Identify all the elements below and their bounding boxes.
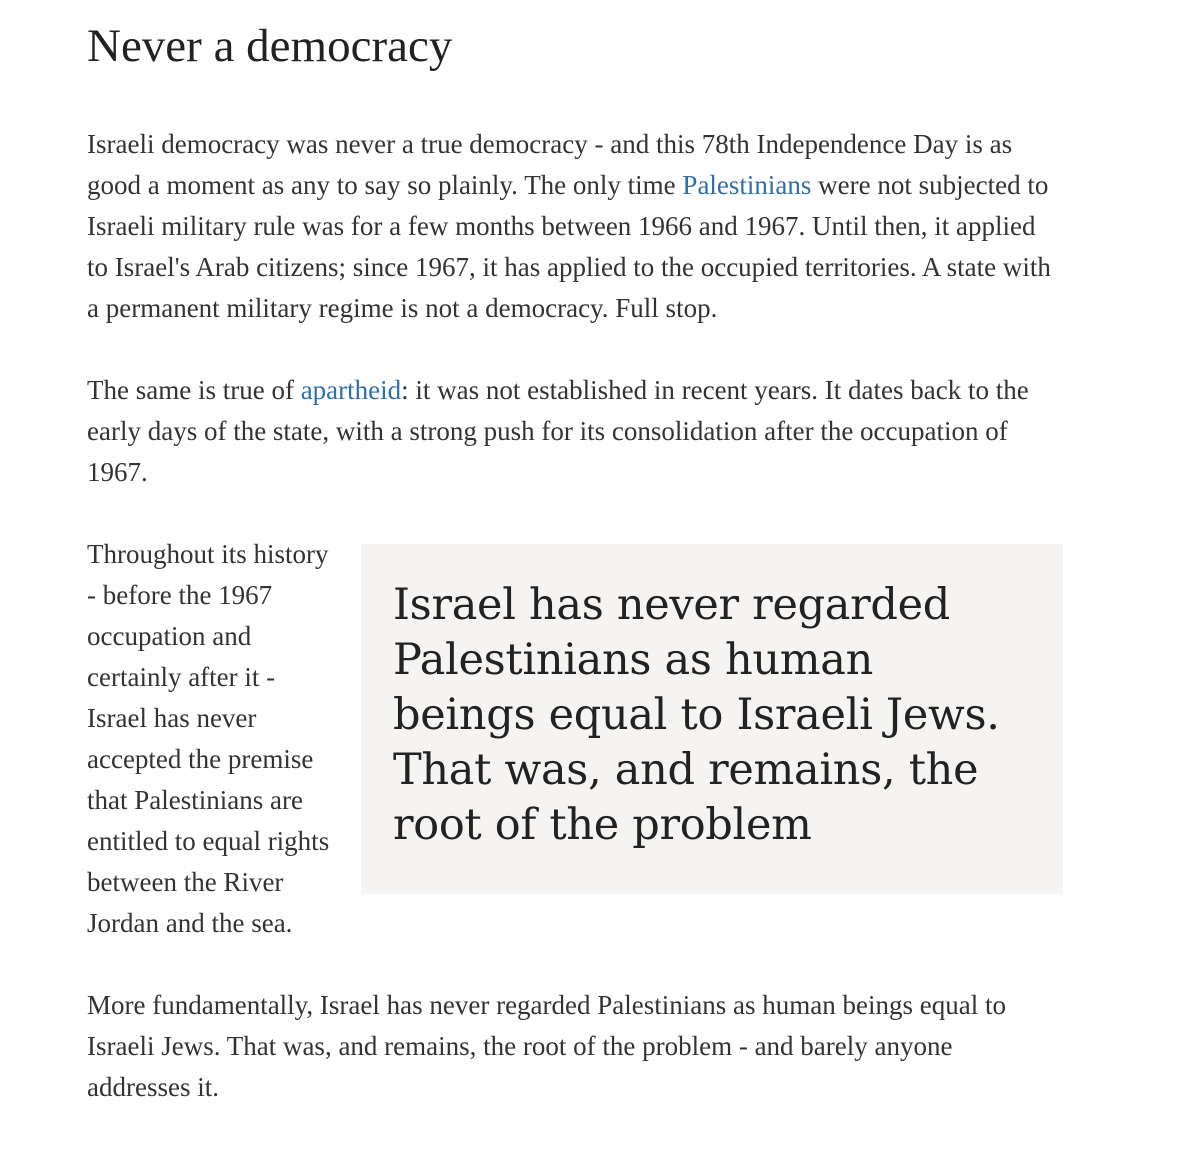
paragraph-military-rule <box>87 124 1057 329</box>
article-body <box>87 18 1057 1108</box>
palestinians-link[interactable]: Palestinians <box>682 170 812 200</box>
pull-quote <box>361 544 1063 894</box>
paragraph-text: Israeli democracy was never a true democracy - and this 78th Independence Day is as good a moment as any to say so plainly. The only time <box>87 129 1013 200</box>
paragraph-equal-rights: Throughout its history - before the 1967 occupation and certainly after it - Israel has never accepted the premise that Palestinians are entitled to equal rights between the River Jordan and the sea. <box>87 539 330 938</box>
pull-quote-section <box>87 534 1057 944</box>
paragraph-text: were not subjected to Israeli military rule was for a few months between 1966 and 1967. Until then, it applied to Israel's Arab citizens; since 1967, it has applied to the occupied territories. A state with a permanent military regime is not a democracy. Full stop. <box>87 170 1051 323</box>
apartheid-link[interactable]: apartheid <box>300 375 402 405</box>
paragraph-root-of-problem: More fundamentally, Israel has never regarded Palestinians as human beings equal to Israeli Jews. That was, and remains, the root of the problem - and barely anyone addresses it. <box>87 990 1006 1102</box>
section-heading: Never a democracy <box>87 20 453 72</box>
paragraph-text: The same is true of <box>87 375 301 405</box>
paragraph-text: : it was not established in recent years. It dates back to the early days of the state, with a strong push for its consolidation after the occupation of 1967. <box>87 375 1029 487</box>
paragraph-apartheid <box>87 370 1057 493</box>
pull-quote-text: Israel has never regarded Palestinians as human beings equal to Israeli Jews. That was, and remains, the root of the problem <box>393 580 1000 850</box>
